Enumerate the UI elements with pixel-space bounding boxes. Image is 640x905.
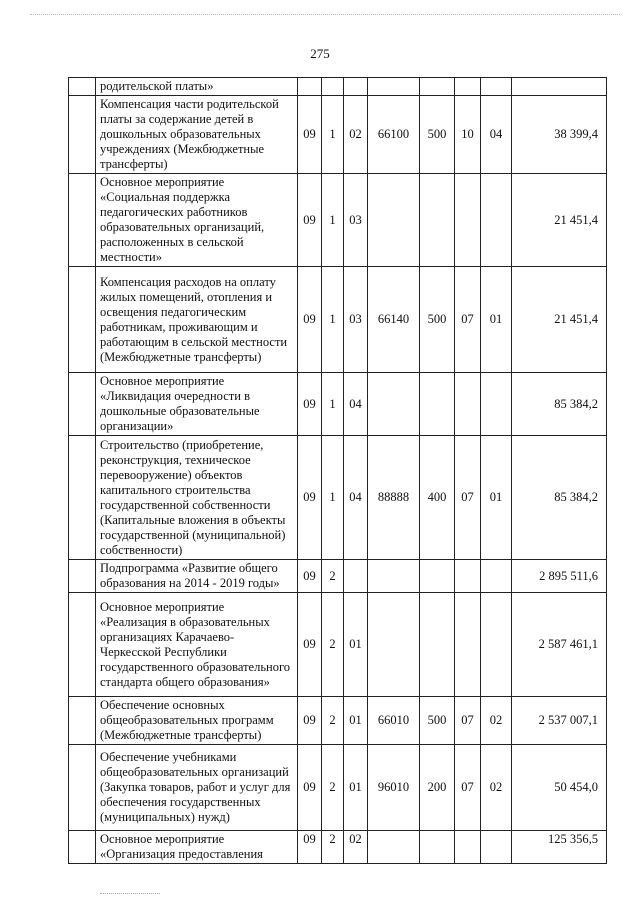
- code-section-cell: [455, 373, 481, 436]
- code-section-cell: [455, 560, 481, 593]
- row-index-cell: [69, 745, 96, 831]
- code-expense-type-cell: [420, 174, 455, 267]
- code-expense-type-cell: [420, 593, 455, 697]
- amount-cell: 2 895 511,6: [512, 560, 607, 593]
- code-activity-cell: 04: [344, 436, 368, 560]
- table-row: [69, 560, 607, 593]
- code-expense-type-cell: 500: [420, 96, 455, 174]
- code-direction-cell: 66010: [368, 697, 420, 745]
- table-row: [69, 373, 607, 436]
- code-activity-cell: 01: [344, 593, 368, 697]
- code-activity-cell: 01: [344, 745, 368, 831]
- code-subsection-cell: 04: [481, 96, 512, 174]
- code-activity-cell: [344, 560, 368, 593]
- code-activity-cell: 04: [344, 373, 368, 436]
- code-expense-type-cell: 500: [420, 697, 455, 745]
- code-subprogram-cell: [322, 78, 344, 96]
- row-name-cell: родительской платы»: [96, 78, 298, 96]
- code-ministry-cell: [298, 78, 322, 96]
- row-index-cell: [69, 436, 96, 560]
- amount-cell: 2 587 461,1: [512, 593, 607, 697]
- code-section-cell: [455, 593, 481, 697]
- row-name-cell: Основное мероприятие «Реализация в образовательных организациях Карачаево-Черкесской Республики государственного образовательного стандарта общего образования»: [96, 593, 298, 697]
- amount-cell: 21 451,4: [512, 267, 607, 373]
- code-expense-type-cell: 500: [420, 267, 455, 373]
- code-expense-type-cell: 400: [420, 436, 455, 560]
- code-subsection-cell: [481, 831, 512, 864]
- amount-cell: 21 451,4: [512, 174, 607, 267]
- code-activity-cell: 03: [344, 174, 368, 267]
- code-direction-cell: 88888: [368, 436, 420, 560]
- code-subsection-cell: 01: [481, 267, 512, 373]
- code-section-cell: [455, 174, 481, 267]
- code-subsection-cell: [481, 593, 512, 697]
- code-subprogram-cell: 2: [322, 593, 344, 697]
- row-index-cell: [69, 174, 96, 267]
- code-ministry-cell: 09: [298, 593, 322, 697]
- code-direction-cell: [368, 373, 420, 436]
- code-direction-cell: 66140: [368, 267, 420, 373]
- top-scan-line: [30, 14, 620, 16]
- row-index-cell: [69, 593, 96, 697]
- code-activity-cell: 01: [344, 697, 368, 745]
- table-row: [69, 593, 607, 697]
- code-activity-cell: 03: [344, 267, 368, 373]
- code-subprogram-cell: 2: [322, 560, 344, 593]
- code-ministry-cell: 09: [298, 436, 322, 560]
- code-expense-type-cell: 200: [420, 745, 455, 831]
- amount-cell: 50 454,0: [512, 745, 607, 831]
- code-direction-cell: [368, 593, 420, 697]
- row-name-cell: Обеспечение основных общеобразовательных программ (Межбюджетные трансферты): [96, 697, 298, 745]
- amount-cell: 2 537 007,1: [512, 697, 607, 745]
- code-ministry-cell: 09: [298, 96, 322, 174]
- code-subsection-cell: [481, 373, 512, 436]
- code-section-cell: 07: [455, 436, 481, 560]
- code-section-cell: 07: [455, 745, 481, 831]
- code-subprogram-cell: 1: [322, 373, 344, 436]
- table-row: [69, 436, 607, 560]
- code-activity-cell: 02: [344, 96, 368, 174]
- table-row: [69, 267, 607, 373]
- code-ministry-cell: 09: [298, 267, 322, 373]
- code-subprogram-cell: 2: [322, 697, 344, 745]
- table-row: [69, 78, 607, 96]
- row-name-cell: Подпрограмма «Развитие общего образования на 2014 - 2019 годы»: [96, 560, 298, 593]
- code-ministry-cell: 09: [298, 745, 322, 831]
- code-direction-cell: [368, 560, 420, 593]
- table-row: [69, 174, 607, 267]
- budget-table: [68, 77, 607, 864]
- table-row: [69, 697, 607, 745]
- code-expense-type-cell: [420, 78, 455, 96]
- row-index-cell: [69, 78, 96, 96]
- code-activity-cell: [344, 78, 368, 96]
- row-name-cell: Основное мероприятие «Организация предоставления: [96, 831, 298, 864]
- code-subsection-cell: 01: [481, 436, 512, 560]
- code-subprogram-cell: 1: [322, 96, 344, 174]
- code-section-cell: [455, 831, 481, 864]
- row-name-cell: Основное мероприятие «Социальная поддержка педагогических работников образовательных организаций, расположенных в сельской местности»: [96, 174, 298, 267]
- amount-cell: 85 384,2: [512, 436, 607, 560]
- code-expense-type-cell: [420, 560, 455, 593]
- amount-cell: 85 384,2: [512, 373, 607, 436]
- amount-cell: [512, 78, 607, 96]
- bottom-scan-mark: [100, 893, 160, 894]
- row-name-cell: Компенсация расходов на оплату жилых помещений, отопления и освещения педагогическим работникам, проживающим и работающим в сельской местности (Межбюджетные трансферты): [96, 267, 298, 373]
- row-index-cell: [69, 831, 96, 864]
- table-row: [69, 96, 607, 174]
- code-ministry-cell: 09: [298, 831, 322, 864]
- code-section-cell: [455, 78, 481, 96]
- row-index-cell: [69, 373, 96, 436]
- amount-cell: 125 356,5: [512, 831, 607, 864]
- code-section-cell: 07: [455, 697, 481, 745]
- code-activity-cell: 02: [344, 831, 368, 864]
- code-direction-cell: [368, 78, 420, 96]
- code-direction-cell: 96010: [368, 745, 420, 831]
- row-index-cell: [69, 697, 96, 745]
- row-name-cell: Обеспечение учебниками общеобразовательных организаций (Закупка товаров, работ и услуг для обеспечения государственных (муниципальных) нужд): [96, 745, 298, 831]
- code-subsection-cell: [481, 78, 512, 96]
- row-index-cell: [69, 560, 96, 593]
- code-ministry-cell: 09: [298, 697, 322, 745]
- code-direction-cell: 66100: [368, 96, 420, 174]
- code-subprogram-cell: 1: [322, 267, 344, 373]
- code-direction-cell: [368, 174, 420, 267]
- code-subprogram-cell: 2: [322, 831, 344, 864]
- code-subprogram-cell: 2: [322, 745, 344, 831]
- code-ministry-cell: 09: [298, 373, 322, 436]
- code-direction-cell: [368, 831, 420, 864]
- row-index-cell: [69, 267, 96, 373]
- row-name-cell: Строительство (приобретение, реконструкция, техническое перевооружение) объектов капитального строительства государственной собственности (Капитальные вложения в объекты государственной (муниципальной) собственности): [96, 436, 298, 560]
- code-ministry-cell: 09: [298, 560, 322, 593]
- code-subsection-cell: [481, 560, 512, 593]
- code-section-cell: 07: [455, 267, 481, 373]
- row-index-cell: [69, 96, 96, 174]
- page-number: 275: [310, 46, 330, 61]
- code-section-cell: 10: [455, 96, 481, 174]
- code-subsection-cell: [481, 174, 512, 267]
- code-expense-type-cell: [420, 831, 455, 864]
- amount-cell: 38 399,4: [512, 96, 607, 174]
- code-subprogram-cell: 1: [322, 174, 344, 267]
- row-name-cell: Основное мероприятие «Ликвидация очередности в дошкольные образовательные организации»: [96, 373, 298, 436]
- table-row: [69, 831, 607, 864]
- code-expense-type-cell: [420, 373, 455, 436]
- code-subsection-cell: 02: [481, 697, 512, 745]
- table-row: [69, 745, 607, 831]
- code-subprogram-cell: 1: [322, 436, 344, 560]
- code-ministry-cell: 09: [298, 174, 322, 267]
- code-subsection-cell: 02: [481, 745, 512, 831]
- row-name-cell: Компенсация части родительской платы за содержание детей в дошкольных образовательных учреждениях (Межбюджетные трансферты): [96, 96, 298, 174]
